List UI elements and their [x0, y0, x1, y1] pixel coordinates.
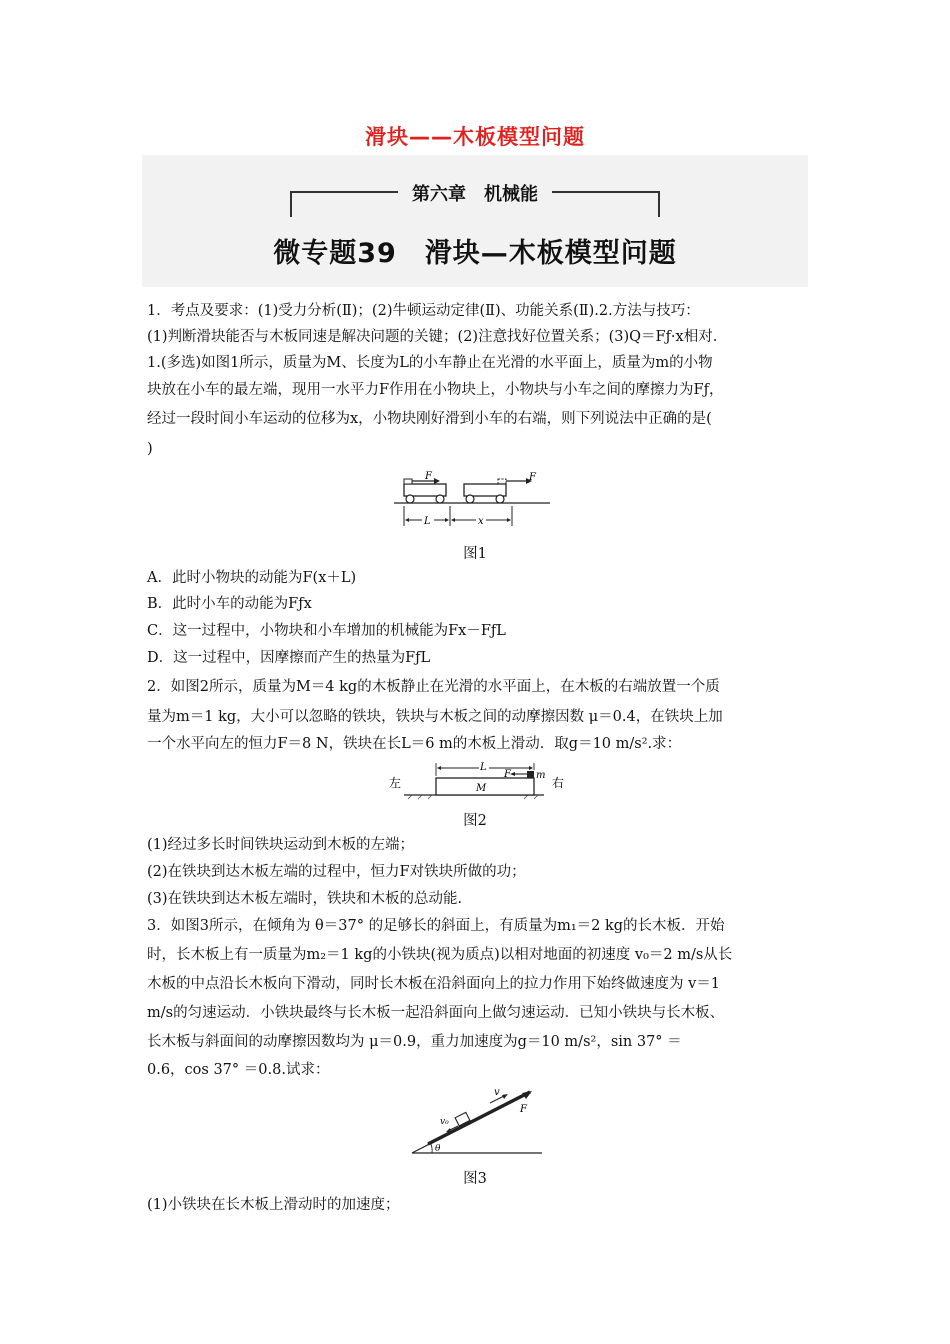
- figure-2-diagram: [384, 760, 574, 800]
- figure-3-diagram: [410, 1086, 545, 1158]
- question-2-part-1: (1)经过多长时间铁块运动到木板的左端；: [147, 837, 415, 853]
- text-line: 3．如图3所示，在倾角为 θ＝37° 的足够长的斜面上，有质量为m₁＝2 kg的长木板．开始: [147, 918, 725, 934]
- fig3-angle-label: θ: [435, 1144, 441, 1154]
- fig2-length-label: L: [480, 762, 487, 773]
- fig3-velocity-label: v: [494, 1087, 500, 1098]
- text-line: 经过一段时间小车运动的位移为x，小物块刚好滑到小车的右端，则下列说法中正确的是(: [147, 411, 712, 427]
- fig1-force-label-left: F: [425, 471, 432, 482]
- text-line: 2．如图2所示，质量为M＝4 kg的木板静止在光滑的水平面上，在木板的右端放置一个质: [147, 679, 720, 695]
- text-line: 1．考点及要求：(1)受力分析(Ⅱ)；(2)牛顿运动定律(Ⅱ)、功能关系(Ⅱ).2.方法与技巧：: [147, 303, 700, 319]
- text-line: 时，长木板上有一质量为m₂＝1 kg的小铁块(视为质点)以相对地面的初速度 v₀＝2 m/s从长: [147, 947, 733, 963]
- text-line: 1.(多选)如图1所示，质量为M、长度为L的小车静止在光滑的水平面上，质量为m的小物: [147, 355, 713, 371]
- fig2-board-label: M: [476, 783, 487, 794]
- text-line: 0.6，cos 37° ＝0.8.试求：: [147, 1062, 330, 1078]
- fig2-right-label: 右: [552, 776, 565, 790]
- text-line: (1)判断滑块能否与木板同速是解决问题的关键；(2)注意找好位置关系；(3)Q＝Fƒ·x相对.: [147, 329, 718, 345]
- text-line: 量为m＝1 kg，大小可以忽略的铁块，铁块与木板之间的动摩擦因数 μ＝0.4，在铁块上加: [147, 709, 723, 725]
- chapter-title: 第六章 机械能: [142, 180, 808, 206]
- text-line: 木板的中点沿长木板向下滑动，同时长木板在沿斜面向上的拉力作用下始终做速度为 v＝1: [147, 976, 721, 992]
- fig1-force-label-right: F: [529, 472, 536, 483]
- topic-title: 微专题39 滑块—木板模型问题: [273, 238, 677, 269]
- fig2-mass-label: m: [536, 770, 546, 781]
- text-line: m/s的匀速运动．小铁块最终与长木板一起沿斜面向上做匀速运动．已知小铁块与长木板、: [147, 1005, 725, 1021]
- fig3-force-label: F: [520, 1104, 527, 1115]
- fig1-displacement-label: x: [478, 516, 484, 527]
- chapter-banner: [142, 155, 808, 287]
- fig1-length-label: L: [424, 516, 431, 527]
- question-2-part-3: (3)在铁块到达木板左端时，铁块和木板的总动能.: [147, 891, 463, 907]
- question-3-part-1: (1)小铁块在长木板上滑动时的加速度；: [147, 1197, 400, 1213]
- figure-3-caption: 图3: [463, 1171, 487, 1187]
- text-line: ): [147, 441, 153, 457]
- fig2-left-label: 左: [389, 776, 402, 790]
- question-2-part-2: (2)在铁块到达木板左端的过程中，恒力F对铁块所做的功；: [147, 864, 526, 880]
- fig3-initial-velocity-label: v₀: [440, 1117, 449, 1127]
- figure-1-diagram: [392, 470, 552, 532]
- text-line: 块放在小车的最左端，现用一水平力F作用在小物块上，小物块与小车之间的摩擦力为Fƒ，: [147, 382, 724, 398]
- text-line: 长木板与斜面间的动摩擦因数均为 μ＝0.9，重力加速度为g＝10 m/s²，sin 37° ＝: [147, 1034, 682, 1050]
- figure-1-caption: 图1: [463, 546, 487, 562]
- option-d: D．这一过程中，因摩擦而产生的热量为FƒL: [147, 650, 431, 666]
- text-line: 一个水平向左的恒力F＝8 N，铁块在长L＝6 m的木板上滑动．取g＝10 m/s².求：: [147, 736, 682, 752]
- option-b: B．此时小车的动能为Fƒx: [147, 596, 312, 612]
- main-title: 滑块——木板模型问题: [365, 125, 585, 149]
- option-c: C．这一过程中，小物块和小车增加的机械能为Fx－FƒL: [147, 623, 506, 639]
- fig2-force-label: F: [504, 769, 511, 780]
- figure-2-caption: 图2: [463, 813, 487, 829]
- option-a: A．此时小物块的动能为F(x＋L): [147, 570, 357, 586]
